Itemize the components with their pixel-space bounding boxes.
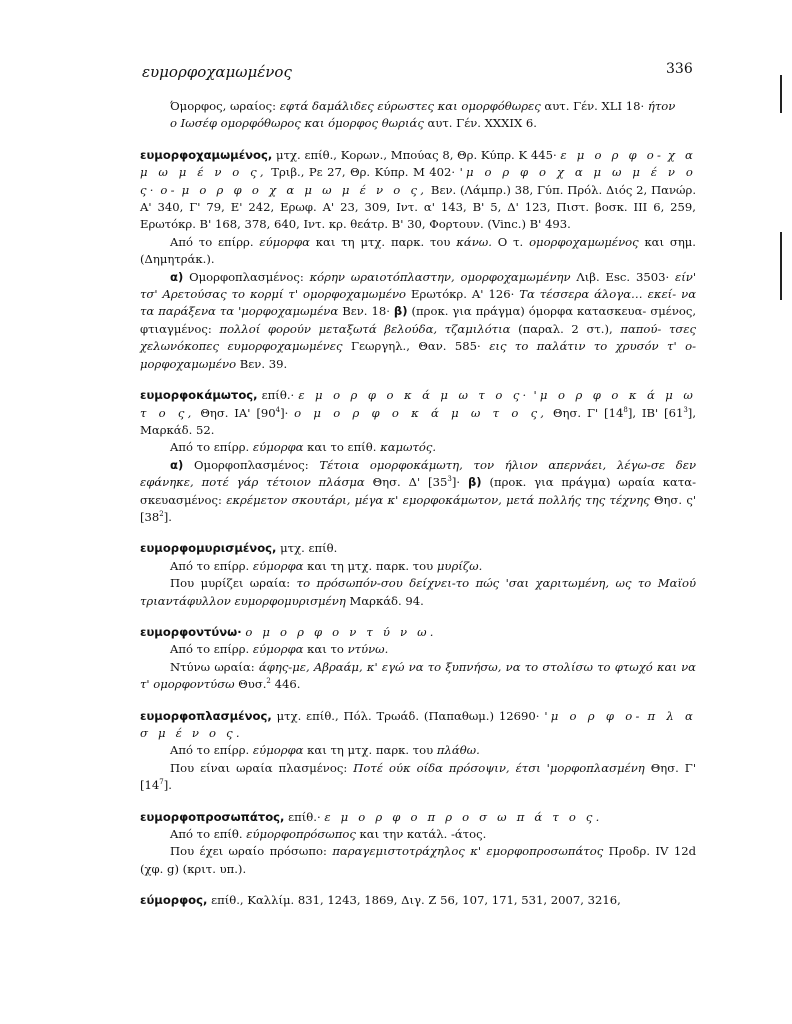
sense-block: Που έχει ωραίο πρόσωπο: παραγεμιστοτράχηλος κ' εμορφοπροσωπάτος Προδρ. IV 12d (χφ. g) (κριτ. υπ.). bbox=[140, 844, 696, 876]
etymology: Από το επίρρ. εύμορφα και τη μτχ. παρκ. του κάνω. Ο τ. ομορφοχαμωμένος και σημ. (Δημητράκ.). bbox=[140, 234, 696, 267]
margin-rule-top bbox=[780, 75, 782, 113]
etymology: Από το επίρρ. εύμορφα και το ντύνω. bbox=[170, 642, 389, 657]
headword: ευμορφοχαμωμένος, bbox=[140, 147, 273, 162]
headword: ευμορφοκάμωτος, bbox=[140, 388, 258, 403]
headword: ευμορφοπροσωπάτος, bbox=[140, 809, 285, 824]
page-number: 336 bbox=[666, 61, 693, 77]
headword: εύμορφος, bbox=[140, 893, 208, 908]
margin-rule-bottom bbox=[780, 232, 782, 300]
entry-evmorfokamotos: ευμορφοκάμωτος, επίθ.· ε μ ο ρ φ ο κ ά μ ω τ ο ς· 'μ ο ρ φ ο κ ά μ ω τ ο ς, Θησ. ΙΑ' $[90^4]\cdot o$ μ ο ρ φ ο κ ά μ ω τ ο ς, Θησ. Γ' $[14^8]$, ΙΒ' $[61^3]$, Μαρκάδ. 52. Από το επίρρ. εύμορφα και το επίθ. καμωτός. α) Ομορφοπλασμένος: Τέτοια ομορφοκάμωτη, τον ήλιον απερνάει, λέγω-σε δεν εφάνηκε, ποτέ γάρ τέτοιον πλάσμα Θησ. Δ' $[35^3]\cdot \beta$) (προκ. για πράγμα) ωραία κατα- σκευασμένος: εκρέμετον σκουτάρι, μέγα κ' εμορφοκάμωτον, μετά πολλής της τέχνης Θησ. ς' $[38^2]$. bbox=[140, 387, 696, 526]
etymology: Από το επίρρ. εύμορφα και τη μτχ. παρκ. του μυρίζω. bbox=[170, 558, 483, 573]
headword: ευμορφοντύνω· bbox=[140, 624, 242, 639]
etymology: Από το επίθ. εύμορφοπρόσωπος και την κατάλ. -άτος. bbox=[170, 827, 487, 842]
etymology: Από το επίρρ. εύμορφα και τη μτχ. παρκ. του πλάθω. bbox=[170, 743, 480, 758]
page-body bbox=[140, 98, 696, 910]
etymology: Από το επίρρ. εύμορφα και το επίθ. καμωτός. bbox=[170, 440, 437, 455]
sense-block: Που είναι ωραία πλασμένος: Ποτέ ούκ οίδα πρόσοψιν, έτσι 'μορφοπλασμένη Θησ. Γ' $[14^7]$. bbox=[140, 760, 697, 793]
headword: ευμορφομυρισμένος, bbox=[140, 541, 277, 556]
entry-evmorfomyrismenos: ευμορφομυρισμένος, μτχ. επίθ. Από το επίρρ. εύμορφα και τη μτχ. παρκ. του μυρίζω. Που μυρίζει ωραία: το πρόσωπόν-σου δείχνει-το πώς 'σαι χαριτωμένη, ως το Μαϊού τριαντάφυλλον ευμορφομυρισμένη Μαρκάδ. 94. bbox=[140, 540, 696, 610]
entry-evmorfoprosopatos: ευμορφοπροσωπάτος, επίθ.· ε μ ο ρ φ ο π ρ ο σ ω π ά τ ο ς. Από το επίθ. εύμορφοπρόσωπος και την κατάλ. -άτος. Που έχει ωραίο πρόσωπο: παραγεμιστοτράχηλος κ' εμορφοπροσωπάτος Προδρ. IV 12d (χφ. g) (κριτ. υπ.). bbox=[140, 809, 696, 879]
continuation-paragraph: Όμορφος, ωραίος: εφτά δαμάλιδες εύρωστες και ομορφόθωρες αυτ. Γέν. XLI 18· ήτον ο Ιωσέφ ομορφόθωρος και όμορφος θωριάς αυτ. Γέν. XXXIX 6. bbox=[170, 99, 676, 131]
running-head-title: ευμορφοχαμωμένος bbox=[142, 63, 292, 81]
entry-evmorfochamomenos: ευμορφοχαμωμένος, μτχ. επίθ., Κορων., Μπούας 8, Θρ. Κύπρ. Κ 445· ε μ ο ρ φ ο- χ α μ ω μ έ ν ο ς, Τριβ., Ρε 27, Θρ. Κύπρ. Μ 402· 'μ ο ρ φ ο χ α μ ω μ έ ν ο ς· ο- μ ο ρ φ ο χ α μ ω μ έ ν ο ς, Βεν. (Λάμπρ.) 38, Γύπ. Πρόλ. Διός 2, Πανώρ. Α' 340, Γ' 79, Ε' 242, Ερωφ. Α' 23, 309, Ιντ. α' 143, Β' 5, Δ' 123, Πιστ. βοσκ. III 6, 259, Ερωτόκρ. Β' 168, 378, 640, Ιντ. κρ. θεάτρ. Β' 30, Φορτουν. (Vinc.) Β' 493. Από το επίρρ. εύμορφα και τη μτχ. παρκ. του κάνω. Ο τ. ομορφοχαμωμένος και σημ. (Δημητράκ.). α) Ομορφοπλασμένος: κόρην ωραιοτόπλαστην, ομορφοχαμωμένην Λιβ. Esc. 3503· είν' τσ' Αρετούσας το κορμί τ' ομορφοχαμωμένο Ερωτόκρ. Α' 126· Τα τέσσερα άλογα… εκεί- να τα παράξενα τα 'μορφοχαμωμένα Βεν. 18· β) (προκ. για πράγμα) όμορφα κατασκευα- σμένος, φτιαγμένος: πολλοί φορούν μεταξωτά βελούδα, τζαμιλότια (παραλ. 2 στ.), παπού- τσες χελωνόκοπες ευμορφοχαμωμένες Γεωργηλ., Θαν. 585· εις το παλάτιν το χρυσόν τ' ο- μορφοχαμωμένο Βεν. 39. bbox=[140, 147, 696, 373]
sense-block: α) Ομορφοπλασμένος: Τέτοια ομορφοκάμωτη, τον ήλιον απερνάει, λέγω-σε δεν εφάνηκε, ποτέ γάρ τέτοιον πλάσμα Θησ. Δ' $[35^3]\cdot \beta$) (προκ. για πράγμα) ωραία κατα- σκευασμένος: εκρέμετον σκουτάρι, μέγα κ' εμορφοκάμωτον, μετά πολλής της τέχνης Θησ. ς' $[38^2]$. bbox=[140, 457, 697, 524]
sense-block: α) Ομορφοπλασμένος: κόρην ωραιοτόπλαστην, ομορφοχαμωμένην Λιβ. Esc. 3503· είν' τσ' Αρετούσας το κορμί τ' ομορφοχαμωμένο Ερωτόκρ. Α' 126· Τα τέσσερα άλογα… εκεί- να τα παράξενα τα 'μορφοχαμωμένα Βεν. 18· β) (προκ. για πράγμα) όμορφα κατασκευα- σμένος, φτιαγμένος: πολλοί φορούν μεταξωτά βελούδα, τζαμιλότια (παραλ. 2 στ.), παπού- τσες χελωνόκοπες ευμορφοχαμωμένες Γεωργηλ., Θαν. 585· εις το παλάτιν το χρυσόν τ' ο- μορφοχαμωμένο Βεν. 39. bbox=[140, 269, 697, 371]
headword: ευμορφοπλασμένος, bbox=[140, 708, 272, 723]
entry-evmorfos: εύμορφος, επίθ., Καλλίμ. 831, 1243, 1869, Διγ. Ζ 56, 107, 171, 531, 2007, 3216, bbox=[140, 893, 621, 908]
entry-evmorfontyno: ευμορφοντύνω· ο μ ο ρ φ ο ν τ ύ ν ω. Από το επίρρ. εύμορφα και το ντύνω. Ντύνω ωραία: άφης-με, Αβραάμ, κ' εγώ να το ξυπνήσω, να το στολίσω το φτωχό και να τ' ομορφοντύσω Θυσ.$^2$ 446. bbox=[140, 624, 696, 694]
sense-block: Ντύνω ωραία: άφης-με, Αβραάμ, κ' εγώ να το ξυπνήσω, να το στολίσω το φτωχό και να τ' ομορφοντύσω Θυσ.$^2$ 446. bbox=[140, 659, 697, 692]
sense-block: Που μυρίζει ωραία: το πρόσωπόν-σου δείχνει-το πώς 'σαι χαριτωμένη, ως το Μαϊού τριαντάφυλλον ευμορφομυρισμένη Μαρκάδ. 94. bbox=[140, 576, 697, 608]
entry-evmorfoplasmenos: ευμορφοπλασμένος, μτχ. επίθ., Πόλ. Τρωάδ. (Παπαθωμ.) 12690· 'μ ο ρ φ ο- π λ α σ μ έ ν ο ς. Από το επίρρ. εύμορφα και τη μτχ. παρκ. του πλάθω. Που είναι ωραία πλασμένος: Ποτέ ούκ οίδα πρόσοψιν, έτσι 'μορφοπλασμένη Θησ. Γ' $[14^7]$. bbox=[140, 708, 696, 795]
